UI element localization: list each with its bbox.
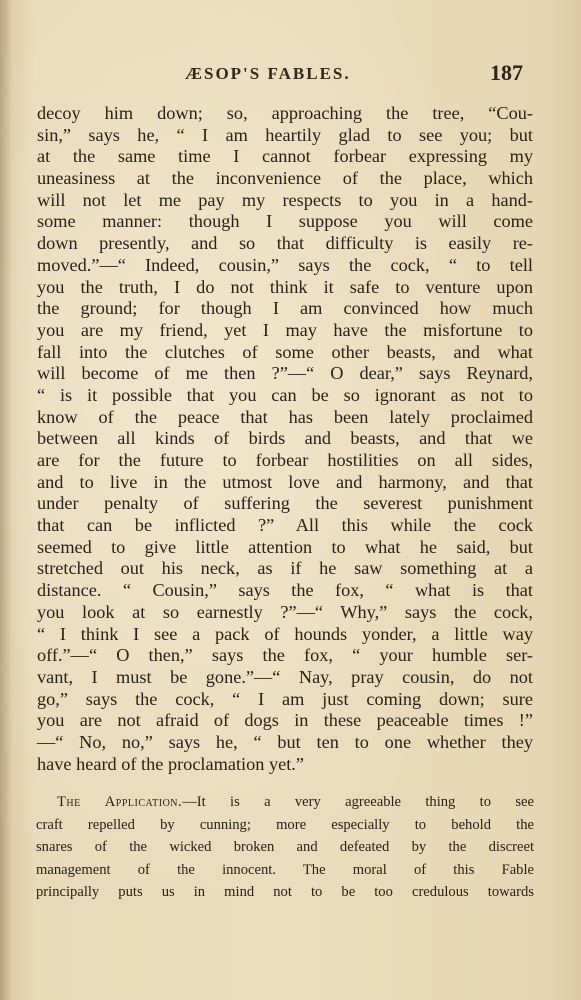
- body-line-text: and to live in the utmost love and harmony, and that: [37, 471, 533, 492]
- body-line: [37, 515, 533, 537]
- body-line: [37, 168, 533, 190]
- spine-shadow: [0, 0, 12, 1000]
- body-line: [37, 125, 533, 147]
- application-line-text: craft repelled by cunning; more especially to behold the: [36, 816, 534, 833]
- body-line: [37, 255, 533, 277]
- body-line-text: off.”—“ O then,” says the fox, “ your humble ser-: [37, 645, 533, 666]
- body-line-text: are for the future to forbear hostilities on all sides,: [37, 450, 533, 470]
- body-line-text: go,” says the cock, “ I am just coming down; sure: [37, 688, 533, 709]
- body-line: [37, 558, 533, 580]
- body-line-text: know of the peace that has been lately proclaimed: [37, 406, 533, 427]
- fable-body: [37, 103, 533, 775]
- body-line-text: “ is it possible that you can be so ignorant as not to: [37, 384, 533, 405]
- application-line-text: principally puts us in mind not to be too credulous towards: [36, 884, 534, 901]
- body-line-text: “ I think I see a pack of hounds yonder, a little way: [37, 623, 533, 644]
- body-line-text: distance. “ Cousin,” says the fox, “ what is that: [37, 580, 533, 601]
- body-line: [37, 211, 533, 233]
- body-line-text: seemed to give little attention to what he said, but: [37, 536, 533, 557]
- body-line: [37, 645, 533, 667]
- body-line-text: vant, I must be gone.”—“ Nay, pray cousin, do not: [37, 666, 533, 687]
- body-line: [37, 689, 533, 711]
- body-line-text: decoy him down; so, approaching the tree, “Cou-: [37, 103, 533, 123]
- body-line: [37, 277, 533, 299]
- body-line: [37, 624, 533, 646]
- body-line: [37, 732, 533, 754]
- body-line-text: have heard of the proclamation yet.”: [37, 753, 304, 774]
- body-line: [37, 580, 533, 602]
- body-line: [37, 602, 533, 624]
- body-line-text: will become of me then ?”—“ O dear,” says Reynard,: [37, 363, 533, 384]
- body-line: [37, 450, 533, 472]
- body-line: [37, 537, 533, 559]
- body-line: [37, 298, 533, 320]
- body-line-text: fall into the clutches of some other beasts, and what: [37, 341, 533, 362]
- body-line-text: you are my friend, yet I may have the misfortune to: [37, 319, 533, 340]
- body-line: [37, 190, 533, 212]
- body-line-text: uneasiness at the inconvenience of the place, which: [37, 168, 533, 189]
- application-line-text: snares of the wicked broken and defeated by the discreet: [36, 839, 534, 856]
- application-line: [36, 814, 534, 837]
- page-number: 187: [490, 60, 523, 85]
- body-line-text: some manner: though I suppose you will come: [37, 211, 533, 232]
- body-line-text: at the same time I cannot forbear expressing my: [37, 146, 533, 167]
- application-heading: The Application.: [57, 794, 183, 810]
- body-line: [37, 667, 533, 689]
- body-line-text: under penalty of suffering the severest punishment: [37, 493, 533, 514]
- body-line: [37, 103, 533, 125]
- body-line: [37, 493, 533, 515]
- running-head: [0, 62, 581, 88]
- body-line: [37, 754, 533, 776]
- body-line-text: you the truth, I do not think it safe to venture upon: [37, 276, 533, 297]
- application-line: [36, 836, 534, 859]
- body-line-text: you are not afraid of dogs in these peaceable times !”: [37, 710, 533, 731]
- body-line: [37, 710, 533, 732]
- body-line: [37, 407, 533, 429]
- body-line: [37, 342, 533, 364]
- body-line: [37, 146, 533, 168]
- body-line-text: will not let me pay my respects to you in a hand-: [37, 189, 533, 210]
- body-line: [37, 428, 533, 450]
- application-line: [36, 859, 534, 882]
- application-lines: [36, 814, 534, 904]
- body-line: [37, 320, 533, 342]
- body-line-text: sin,” says he, “ I am heartily glad to see you; but: [37, 124, 533, 145]
- application-section: [36, 791, 534, 904]
- body-line-text: between all kinds of birds and beasts, and that we: [37, 428, 533, 449]
- body-line-text: —“ No, no,” says he, “ but ten to one whether they: [37, 731, 533, 752]
- body-line-text: down presently, and so that difficulty is easily re-: [37, 233, 533, 254]
- application-first-line: [57, 791, 534, 814]
- body-line-text: stretched out his neck, as if he saw something at a: [37, 558, 533, 579]
- body-line-text: that can be inflicted ?” All this while the cock: [37, 515, 533, 536]
- running-title: ÆSOP'S FABLES.: [185, 64, 351, 83]
- application-line-text: management of the innocent. The moral of this Fable: [36, 861, 534, 878]
- body-line: [37, 363, 533, 385]
- body-line: [37, 233, 533, 255]
- body-line-text: the ground; for though I am convinced how much: [37, 298, 533, 319]
- body-line: [37, 385, 533, 407]
- body-line-text: moved.”—“ Indeed, cousin,” says the cock, “ to tell: [37, 254, 533, 275]
- application-first-line-text: —It is a very agreeable thing to see: [182, 794, 534, 810]
- body-line-text: you look at so earnestly ?”—“ Why,” says the cock,: [37, 601, 533, 622]
- body-line: [37, 472, 533, 494]
- application-line: [36, 881, 534, 904]
